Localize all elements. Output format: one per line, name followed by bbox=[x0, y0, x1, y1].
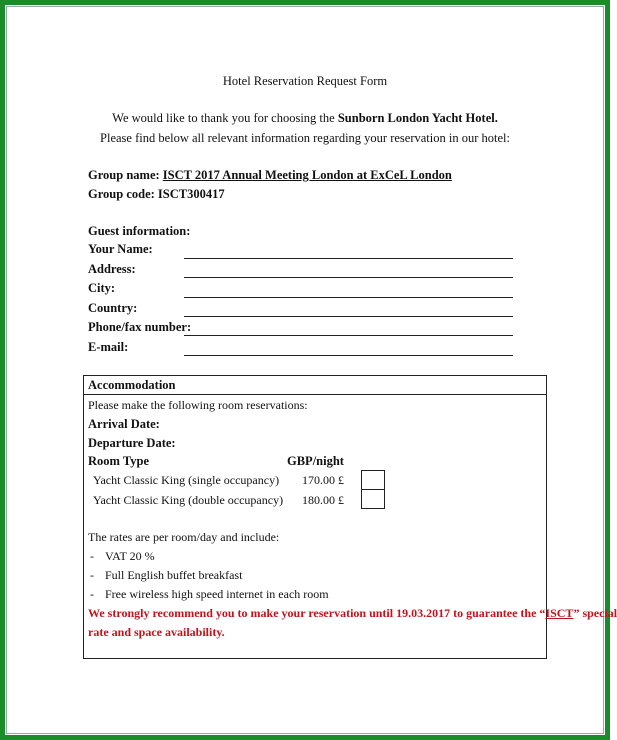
group-code-value: ISCT300417 bbox=[157, 187, 225, 201]
price-header: GBP/night bbox=[287, 454, 344, 468]
group-code-label: Group code: bbox=[88, 187, 155, 201]
include-item-vat bbox=[90, 549, 155, 564]
phone-fax-field[interactable] bbox=[184, 335, 513, 336]
guest-info-heading: Guest information: bbox=[88, 224, 191, 238]
address-label: Address: bbox=[88, 262, 136, 276]
form-title: Hotel Reservation Request Form bbox=[222, 74, 388, 88]
reservation-instruction: Please make the following room reservations: bbox=[88, 398, 308, 412]
room-price-single: 170.00 £ bbox=[302, 473, 344, 487]
email-field[interactable] bbox=[184, 355, 513, 356]
room-name-single: Yacht Classic King (single occupancy) bbox=[93, 473, 280, 487]
room-single-checkbox[interactable] bbox=[361, 470, 385, 490]
phone-fax-label: Phone/fax number: bbox=[88, 320, 192, 334]
include-item-breakfast bbox=[90, 568, 242, 583]
your-name-field[interactable] bbox=[184, 258, 513, 259]
rates-intro: The rates are per room/day and include: bbox=[88, 530, 280, 544]
city-field[interactable] bbox=[184, 297, 513, 298]
recommendation-code: ISCT bbox=[545, 606, 574, 620]
recommendation-line-1 bbox=[88, 606, 617, 621]
group-name-label: Group name: bbox=[88, 168, 160, 182]
room-type-header: Room Type bbox=[88, 454, 149, 468]
intro-text: We would like to thank you for choosing the bbox=[112, 111, 338, 125]
country-label: Country: bbox=[88, 301, 138, 315]
group-name-row bbox=[88, 168, 452, 183]
country-field[interactable] bbox=[184, 316, 513, 317]
recommendation-text: We strongly recommend you to make your reservation until 19.03.2017 to guarantee the “ bbox=[88, 606, 546, 620]
accommodation-heading: Accommodation bbox=[88, 378, 176, 392]
bullet-dash: - bbox=[90, 587, 94, 601]
address-field[interactable] bbox=[184, 277, 513, 278]
include-item-wifi bbox=[90, 587, 329, 602]
include-text: VAT 20 % bbox=[105, 549, 155, 563]
room-name-double: Yacht Classic King (double occupancy) bbox=[93, 493, 284, 507]
bullet-dash: - bbox=[90, 568, 94, 582]
intro-line-1 bbox=[0, 111, 610, 126]
include-text: Full English buffet breakfast bbox=[105, 568, 243, 582]
arrival-date-label: Arrival Date: bbox=[88, 417, 160, 431]
group-code-row bbox=[88, 187, 225, 202]
departure-date-label: Departure Date: bbox=[88, 436, 176, 450]
bullet-dash: - bbox=[90, 549, 94, 563]
your-name-label: Your Name: bbox=[88, 242, 153, 256]
room-price-double: 180.00 £ bbox=[302, 493, 344, 507]
group-name-value: ISCT 2017 Annual Meeting London at ExCeL London bbox=[162, 168, 452, 182]
recommendation-text-end: ” special bbox=[573, 606, 617, 620]
intro-line-2: Please find below all relevant information regarding your reservation in our hotel: bbox=[100, 131, 510, 145]
include-text: Free wireless high speed internet in each room bbox=[105, 587, 329, 601]
recommendation-line-2: rate and space availability. bbox=[88, 625, 225, 639]
hotel-name: Sunborn London Yacht Hotel. bbox=[337, 111, 498, 125]
city-label: City: bbox=[88, 281, 116, 295]
room-double-checkbox[interactable] bbox=[361, 489, 385, 509]
email-label: E-mail: bbox=[88, 340, 129, 354]
